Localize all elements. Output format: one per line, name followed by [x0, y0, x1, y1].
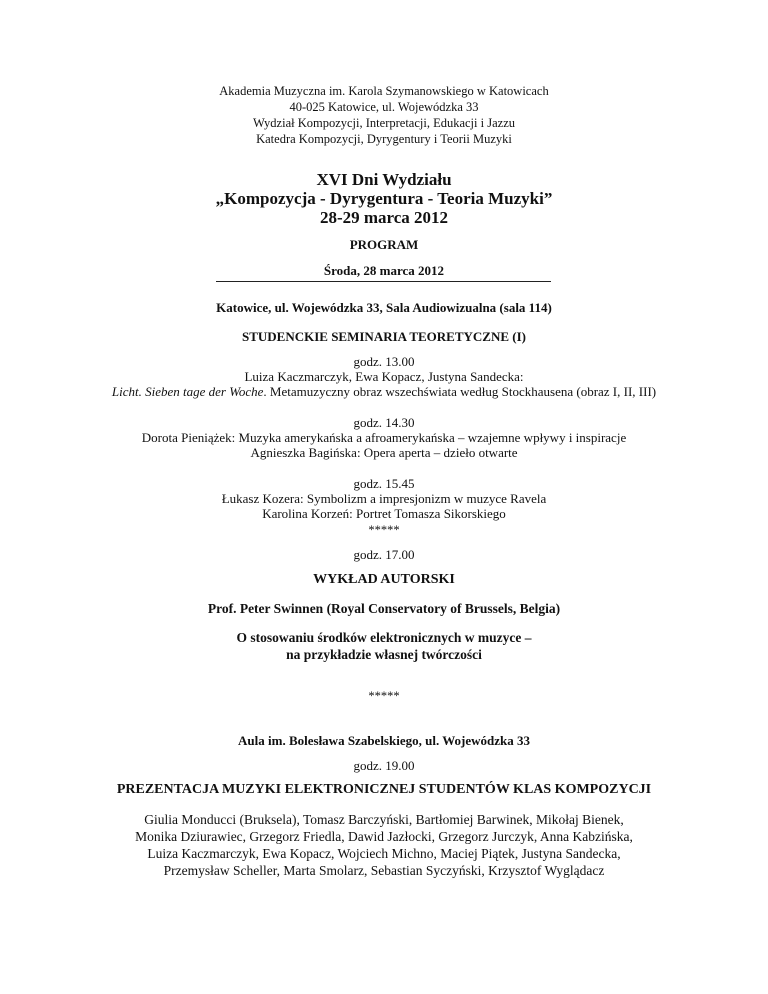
- session-time: godz. 14.30: [353, 415, 415, 430]
- seminar-heading: STUDENCKIE SEMINARIA TEORETYCZNE (I): [241, 329, 526, 344]
- event-dates: 28-29 marca 2012: [319, 208, 449, 227]
- venue-heading: Katowice, ul. Wojewódzka 33, Sala Audiowizualna (sala 114): [216, 300, 552, 315]
- separator-asterisks: *****: [368, 689, 400, 703]
- institution-name: Akademia Muzyczna im. Karola Szymanowskiego w Katowicach: [219, 84, 549, 98]
- presentation-line: Dorota Pieniążek: Muzyka amerykańska a afroamerykańska – wzajemne wpływy i inspiracje: [141, 430, 627, 445]
- program-label: PROGRAM: [349, 237, 419, 252]
- session-time: godz. 13.00: [353, 354, 415, 369]
- participants-line: Monika Dziurawiec, Grzegorz Friedla, Dawid Jazłocki, Grzegorz Jurczyk, Anna Kabzińska,: [135, 829, 633, 844]
- presentation-line: Łukasz Kozera: Symbolizm a impresjonizm w muzyce Ravela: [221, 491, 547, 506]
- faculty-name: Wydział Kompozycji, Interpretacji, Edukacji i Jazzu: [253, 116, 515, 130]
- session-time: godz. 17.00: [353, 547, 415, 562]
- presentation-title: [0, 384, 768, 400]
- presentation-title-rest: . Metamuzyczny obraz wszechświata według Stockhausena (obraz I, II, III): [263, 384, 657, 399]
- participants-line: Przemysław Scheller, Marta Smolarz, Sebastian Syczyński, Krzysztof Wyglądacz: [163, 863, 605, 878]
- lecture-topic: O stosowaniu środków elektronicznych w muzyce –: [236, 630, 532, 645]
- venue-heading: Aula im. Bolesława Szabelskiego, ul. Wojewódzka 33: [238, 733, 530, 748]
- presentation-line: Karolina Korzeń: Portret Tomasza Sikorskiego: [262, 506, 506, 521]
- separator-asterisks: *****: [368, 523, 400, 537]
- lecture-topic-continued: na przykładzie własnej twórczości: [286, 647, 482, 662]
- institution-address: 40-025 Katowice, ul. Wojewódzka 33: [289, 100, 479, 114]
- session-time: godz. 15.45: [353, 476, 415, 491]
- work-title: Licht. Sieben tage der Woche: [111, 384, 264, 399]
- divider-line: [216, 281, 551, 282]
- day-heading: Środa, 28 marca 2012: [323, 263, 445, 278]
- participants-line: Luiza Kaczmarczyk, Ewa Kopacz, Wojciech Michno, Maciej Piątek, Justyna Sandecka,: [147, 846, 621, 861]
- session-time: godz. 19.00: [353, 758, 415, 773]
- event-subtitle: „Kompozycja - Dyrygentura - Teoria Muzyki”: [215, 189, 553, 208]
- lecture-speaker: Prof. Peter Swinnen (Royal Conservatory of Brussels, Belgia): [207, 601, 561, 616]
- lecture-heading: WYKŁAD AUTORSKI: [313, 572, 455, 587]
- presenter-names: Luiza Kaczmarczyk, Ewa Kopacz, Justyna Sandecka:: [244, 369, 524, 384]
- participants-line: Giulia Monducci (Bruksela), Tomasz Barczyński, Bartłomiej Barwinek, Mikołaj Bienek,: [144, 812, 624, 827]
- department-name: Katedra Kompozycji, Dyrygentury i Teorii Muzyki: [256, 132, 512, 146]
- presentation-line: Agnieszka Bagińska: Opera aperta – dzieło otwarte: [250, 445, 518, 460]
- event-title: XVI Dni Wydziału: [316, 170, 452, 189]
- presentation-heading: PREZENTACJA MUZYKI ELEKTRONICZNEJ STUDENTÓW KLAS KOMPOZYCJI: [116, 782, 652, 797]
